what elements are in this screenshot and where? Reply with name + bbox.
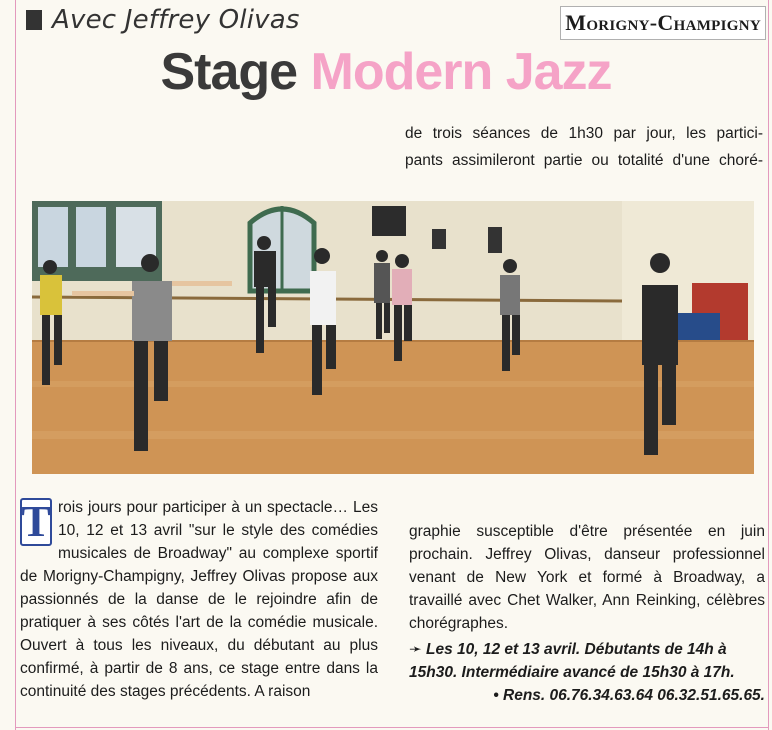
info-block — [409, 638, 765, 707]
arrow-icon: ➛ — [409, 641, 422, 658]
page-border-left — [15, 0, 16, 730]
article-body-right — [409, 520, 765, 635]
headline-part1: Stage — [160, 43, 298, 101]
headline — [0, 42, 772, 102]
intro-line-1: de trois séances de 1h30 par jour, les partici- — [405, 125, 763, 142]
photo-illustration — [32, 201, 754, 474]
info-schedule — [409, 638, 765, 684]
kicker — [26, 4, 300, 36]
headline-part2: Modern Jazz — [310, 43, 612, 101]
body-right-paragraph: graphie susceptible d'être présentée en juin prochain. Jeffrey Olivas, danseur professionnel venant de New York et formé à Broadway, a travaillé avec Chet Walker, Ann Reinking, célèbres chorégraphes. — [409, 523, 765, 632]
intro-line-2: pants assimileront partie ou totalité d'une choré- — [405, 152, 763, 169]
page-border-bottom — [15, 727, 769, 728]
info-contact: • Rens. 06.76.34.63.64 06.32.51.65.65. — [493, 687, 765, 704]
page-border-right — [768, 0, 769, 730]
kicker-text: Avec Jeffrey Olivas — [52, 5, 300, 35]
dance-class-photo — [32, 201, 754, 474]
info-schedule-text: Les 10, 12 et 13 avril. Débutants de 14h à 15h30. Intermédiaire avancé de 15h30 à 17h. — [409, 641, 735, 681]
article-body-left — [20, 496, 378, 703]
location-badge: Morigny-Champigny — [560, 6, 766, 40]
intro-text — [405, 120, 763, 174]
drop-cap: T — [21, 497, 51, 546]
body-left-paragraph: rois jours pour participer à un spectacle… Les 10, 12 et 13 avril "sur le style des comédies musicales de Broadway" au complexe sportif de Morigny-Champigny, Jeffrey Olivas propose aux passionnés de la danse de le rejoindre afin de pratiquer à ses côtés l'art de la comédie musicale. Ouvert à tous les niveaux, du débutant au plus confirmé, à partir de 8 ans, ce stage entre dans la continuité des stages précédents. A raison — [20, 499, 378, 700]
square-bullet-icon — [26, 10, 42, 30]
